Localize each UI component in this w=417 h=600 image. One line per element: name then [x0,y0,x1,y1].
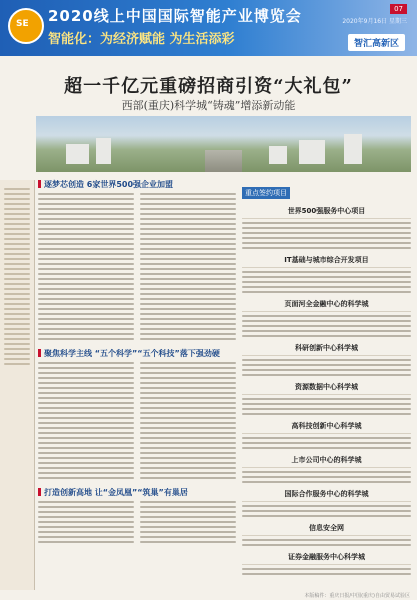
logo-text: SE [16,19,29,29]
building [96,138,111,164]
article-title: 超一千亿元重磅招商引资“大礼包” [64,76,353,97]
project-heading: 资源数据中心科学城 [242,382,411,395]
project-heading: 上市公司中心的科学城 [242,455,411,468]
project-heading: 高科技创新中心科学城 [242,421,411,434]
left-article-body [38,180,236,590]
road [205,150,243,172]
expo-logo-icon [8,8,44,44]
page-number: 07 [390,4,407,14]
banner-slogan: 智能化：为经济赋能 为生活添彩 [48,32,235,47]
project-tag: 重点签约项目 [242,187,290,199]
section-head: 逐梦芯创造 6家世界500强企业加盟 [38,180,236,190]
side-column [0,180,35,590]
project-heading: 科研创新中心科学城 [242,343,411,356]
building [66,144,89,164]
page-footer: 本版稿件：重庆日报/中国(重庆)自由贸易试验区 [304,593,410,599]
section-head: 聚焦科学主线 “五个科学”“五个科技”落下强劲硬 [38,349,236,359]
article-subtitle: 西部(重庆)科学城“铸魂”增添新动能 [121,99,296,112]
building [269,146,288,164]
right-project-list [242,180,411,590]
project-heading: 页面河全金融中心的科学城 [242,299,411,312]
banner-headline: 2020线上中国国际智能产业博览会 [48,7,302,25]
project-heading: 信息安全网 [242,523,411,536]
project-heading: 国际合作服务中心的科学城 [242,489,411,502]
dateline: 2020年9月16日 星期三 [342,18,407,25]
section-head: 打造创新高地 让“金凤凰”“筑巢”有巢居 [38,488,236,498]
project-heading: 证券金融服务中心科学城 [242,552,411,565]
project-heading: 世界500强服务中心项目 [242,206,411,219]
building [299,140,325,164]
section-tag: 智汇高新区 [348,34,405,51]
expo-banner [0,0,417,56]
building [344,134,363,164]
city-photo [36,116,411,172]
project-heading: IT基础与城市综合开发项目 [242,255,411,268]
